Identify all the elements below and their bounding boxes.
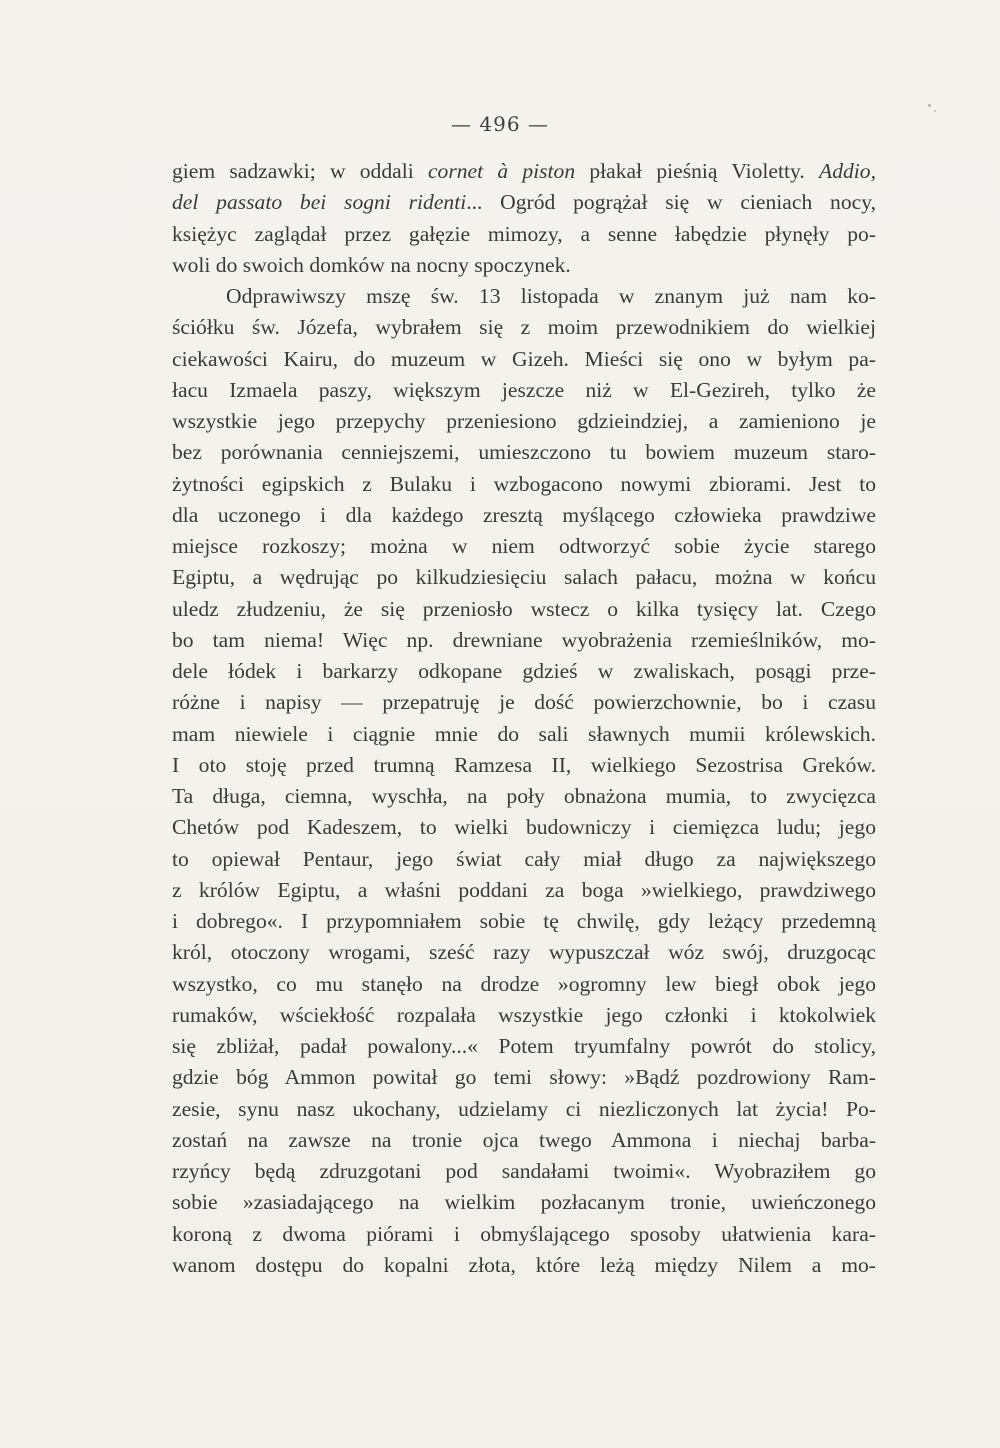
text-line: woli do swoich domków na nocny spoczynek. — [172, 252, 571, 277]
text-line: uledz złudzeniu, że się przeniosło wstecz o kilka tysięcy lat. Czego — [172, 596, 876, 621]
body-text — [172, 156, 876, 1281]
text-line: bo tam niema! Więc np. drewniane wyobrażenia rzemieślników, mo- — [172, 627, 876, 652]
paper-speck — [928, 104, 931, 107]
text-line: Odprawiwszy mszę św. 13 listopada w znanym już nam ko- — [226, 284, 876, 308]
text-line: wanom dostępu do kopalni złota, które leżą między Nilem a mo- — [172, 1252, 876, 1277]
text-line: to opiewał Pentaur, jego świat cały miał długo za największego — [172, 846, 876, 871]
text-line: giem sadzawki; w oddali cornet à piston płakał pieśnią Violetty. Addio, — [172, 159, 876, 183]
text-line: wszystko, co mu stanęło na drodze »ogromny lew biegł obok jego — [172, 971, 876, 996]
page-number: — 496 — — [451, 112, 549, 136]
text-line: miejsce rozkoszy; można w niem odtworzyć sobie życie starego — [172, 534, 876, 558]
text-line: ciekawości Kairu, do muzeum w Gizeh. Mieści się ono w byłym pa- — [172, 346, 876, 371]
text-line: Chetów pod Kadeszem, to wielki budowniczy i ciemięzca ludu; jego — [172, 815, 876, 840]
text-line: mam niewiele i ciągnie mnie do sali sławnych mumii królewskich. — [172, 721, 876, 746]
text-line: rzyńcy będą zdruzgotani pod sandałami twoimi«. Wyobraziłem go — [172, 1159, 876, 1183]
paper-speck — [934, 110, 936, 112]
text-line: dele łódek i barkarzy odkopane gdzieś w zwaliskach, posągi prze- — [172, 659, 876, 683]
text-line: i dobrego«. I przypomniałem sobie tę chwilę, gdy leżący przedemną — [172, 909, 876, 933]
text-line: del passato bei sogni ridenti... Ogród pogrążał się w cieniach nocy, — [172, 190, 876, 215]
text-line: dla uczonego i dla każdego zresztą myślącego człowieka prawdziwe — [172, 502, 876, 527]
text-line: gdzie bóg Ammon powitał go temi słowy: »Bądź pozdrowiony Ram- — [172, 1065, 876, 1090]
text-line: różne i napisy — przepatruję je dość powierzchownie, bo i czasu — [172, 690, 876, 715]
text-line: się zbliżał, padał powalony...« Potem tryumfalny powrót do stolicy, — [172, 1034, 876, 1058]
text-line: koroną z dwoma piórami i obmyślającego sposoby ułatwienia kara- — [172, 1221, 876, 1246]
text-line: I oto stoję przed trumną Ramzesa II, wielkiego Sezostrisa Greków. — [172, 752, 876, 777]
text-line: sobie »zasiadającego na wielkim pozłacanym tronie, uwieńczonego — [172, 1190, 876, 1215]
text-line: księżyc zaglądał przez gałęzie mimozy, a senne łabędzie płynęły po- — [172, 221, 876, 246]
text-line: król, otoczony wrogami, sześć razy wypuszczał wóz swój, druzgocąc — [172, 940, 876, 965]
text-line: rumaków, wściekłość rozpalała wszystkie jego członki i ktokolwiek — [172, 1002, 876, 1027]
text-line: żytności egipskich z Bulaku i wzbogacono nowymi zbiorami. Jest to — [172, 471, 876, 496]
text-line: ściółku św. Józefa, wybrałem się z moim przewodnikiem do wielkiej — [172, 315, 876, 340]
text-line: Egiptu, a wędrując po kilkudziesięciu salach pałacu, można w końcu — [172, 565, 876, 590]
text-line: Ta długa, ciemna, wyschła, na poły obnażona mumia, to zwycięzca — [172, 784, 876, 808]
text-line: wszystkie jego przepychy przeniesiono gdzieindziej, a zamieniono je — [172, 409, 876, 433]
text-line: bez porównania cenniejszemi, umieszczono tu bowiem muzeum staro- — [172, 440, 876, 465]
text-line: zostań na zawsze na tronie ojca twego Ammona i niechaj barba- — [172, 1127, 876, 1152]
text-line: łacu Izmaela paszy, większym jeszcze niż w El-Gezireh, tylko że — [172, 377, 876, 402]
text-line: zesie, synu nasz ukochany, udzielamy ci niezliczonych lat życia! Po- — [172, 1096, 876, 1121]
text-line: z królów Egiptu, a właśni poddani za boga »wielkiego, prawdziwego — [172, 877, 876, 902]
